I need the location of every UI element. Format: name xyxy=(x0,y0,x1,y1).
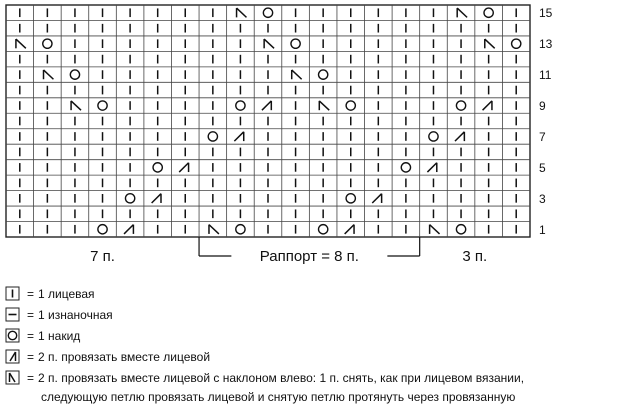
legend-equals: = xyxy=(27,286,35,301)
k2tog-symbol-icon xyxy=(5,349,23,365)
legend xyxy=(5,283,615,406)
row-number-label: 13 xyxy=(539,37,553,52)
legend-item-ssk xyxy=(5,367,615,388)
legend-text: 1 изнаночная xyxy=(38,307,113,322)
legend-continuation: следующую петлю провязать лицевой и снятую петлю протянуть через провязанную xyxy=(41,390,516,404)
group-label: Раппорт = 8 п. xyxy=(259,248,359,265)
legend-item-k2tog xyxy=(5,346,615,367)
legend-equals: = xyxy=(27,328,35,343)
legend-text: 2 п. провязать вместе лицевой с наклоном влево: 1 п. снять, как при лицевом вязании, xyxy=(38,370,525,385)
group-label: 7 п. xyxy=(90,248,115,265)
legend-text: 2 п. провязать вместе лицевой xyxy=(38,349,211,364)
row-number-label: 3 xyxy=(539,191,546,206)
legend-text: 1 лицевая xyxy=(38,286,95,301)
row-number-label: 1 xyxy=(539,222,546,237)
row-number-label: 9 xyxy=(539,99,546,114)
legend-item-purl xyxy=(5,304,615,325)
row-number-label: 5 xyxy=(539,160,546,175)
row-number-label: 15 xyxy=(539,6,553,21)
legend-item-knit xyxy=(5,283,615,304)
legend-text: 1 накид xyxy=(38,328,81,343)
knit-symbol-icon xyxy=(5,286,23,302)
legend-equals: = xyxy=(27,370,35,385)
legend-item-yarn-over xyxy=(5,325,615,346)
ssk-symbol-icon xyxy=(5,370,23,386)
legend-equals: = xyxy=(27,307,35,322)
legend-equals: = xyxy=(27,349,35,364)
group-label: 3 п. xyxy=(462,248,488,265)
row-number-label: 11 xyxy=(539,68,552,83)
yarn-over-symbol-icon xyxy=(5,328,23,344)
purl-symbol-icon xyxy=(5,307,23,323)
row-number-label: 7 xyxy=(539,129,546,144)
